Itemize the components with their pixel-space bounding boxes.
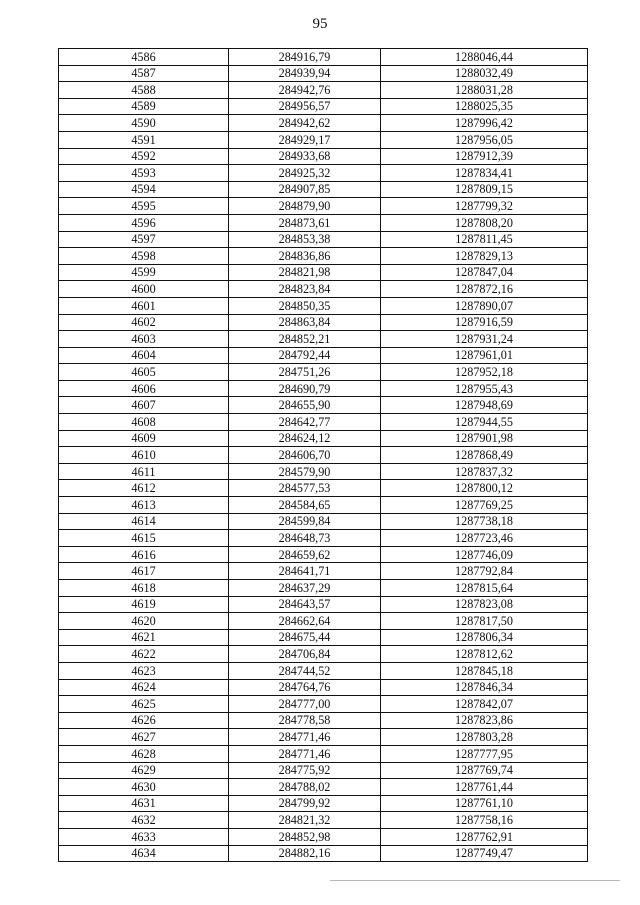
- point-number-cell: 4590: [59, 115, 229, 132]
- y-coordinate-cell: 1287912,39: [381, 148, 588, 165]
- x-coordinate-cell: 284771,46: [229, 729, 381, 746]
- y-coordinate-cell: 1287769,25: [381, 497, 588, 514]
- y-coordinate-cell: 1287872,16: [381, 281, 588, 298]
- point-number-cell: 4594: [59, 181, 229, 198]
- x-coordinate-cell: 284852,21: [229, 331, 381, 348]
- y-coordinate-cell: 1287823,08: [381, 596, 588, 613]
- x-coordinate-cell: 284599,84: [229, 513, 381, 530]
- bottom-rule: [330, 880, 620, 881]
- y-coordinate-cell: 1287806,34: [381, 629, 588, 646]
- x-coordinate-cell: 284655,90: [229, 397, 381, 414]
- x-coordinate-cell: 284933,68: [229, 148, 381, 165]
- y-coordinate-cell: 1287823,86: [381, 712, 588, 729]
- point-number-cell: 4632: [59, 812, 229, 829]
- point-number-cell: 4617: [59, 563, 229, 580]
- table-row: [59, 546, 588, 563]
- y-coordinate-cell: 1287799,32: [381, 198, 588, 215]
- x-coordinate-cell: 284771,46: [229, 745, 381, 762]
- table-row: [59, 248, 588, 265]
- x-coordinate-cell: 284850,35: [229, 297, 381, 314]
- y-coordinate-cell: 1287868,49: [381, 447, 588, 464]
- point-number-cell: 4595: [59, 198, 229, 215]
- point-number-cell: 4587: [59, 65, 229, 82]
- table-row: [59, 231, 588, 248]
- x-coordinate-cell: 284821,32: [229, 812, 381, 829]
- y-coordinate-cell: 1287808,20: [381, 214, 588, 231]
- table-row: [59, 745, 588, 762]
- table-row: [59, 115, 588, 132]
- point-number-cell: 4616: [59, 546, 229, 563]
- table-row: [59, 662, 588, 679]
- y-coordinate-cell: 1287746,09: [381, 546, 588, 563]
- point-number-cell: 4623: [59, 662, 229, 679]
- y-coordinate-cell: 1287829,13: [381, 248, 588, 265]
- y-coordinate-cell: 1287948,69: [381, 397, 588, 414]
- x-coordinate-cell: 284642,77: [229, 414, 381, 431]
- table-row: [59, 364, 588, 381]
- coordinates-table: [58, 48, 588, 862]
- point-number-cell: 4591: [59, 131, 229, 148]
- table-row: [59, 165, 588, 182]
- y-coordinate-cell: 1287777,95: [381, 745, 588, 762]
- table-row: [59, 447, 588, 464]
- table-row: [59, 181, 588, 198]
- point-number-cell: 4592: [59, 148, 229, 165]
- y-coordinate-cell: 1288046,44: [381, 49, 588, 66]
- table-row: [59, 729, 588, 746]
- x-coordinate-cell: 284792,44: [229, 347, 381, 364]
- point-number-cell: 4597: [59, 231, 229, 248]
- table-row: [59, 563, 588, 580]
- point-number-cell: 4634: [59, 845, 229, 862]
- point-number-cell: 4631: [59, 795, 229, 812]
- page-number: 95: [312, 16, 328, 32]
- point-number-cell: 4609: [59, 430, 229, 447]
- y-coordinate-cell: 1287842,07: [381, 696, 588, 713]
- coordinates-table-body: [59, 49, 588, 862]
- y-coordinate-cell: 1287761,10: [381, 795, 588, 812]
- point-number-cell: 4601: [59, 297, 229, 314]
- table-row: [59, 712, 588, 729]
- point-number-cell: 4614: [59, 513, 229, 530]
- table-row: [59, 131, 588, 148]
- point-number-cell: 4627: [59, 729, 229, 746]
- x-coordinate-cell: 284879,90: [229, 198, 381, 215]
- y-coordinate-cell: 1287817,50: [381, 613, 588, 630]
- point-number-cell: 4586: [59, 49, 229, 66]
- x-coordinate-cell: 284852,98: [229, 828, 381, 845]
- y-coordinate-cell: 1288031,28: [381, 82, 588, 99]
- table-row: [59, 845, 588, 862]
- table-row: [59, 795, 588, 812]
- table-row: [59, 314, 588, 331]
- y-coordinate-cell: 1287916,59: [381, 314, 588, 331]
- y-coordinate-cell: 1287761,44: [381, 779, 588, 796]
- table-row: [59, 414, 588, 431]
- x-coordinate-cell: 284662,64: [229, 613, 381, 630]
- x-coordinate-cell: 284929,17: [229, 131, 381, 148]
- y-coordinate-cell: 1287749,47: [381, 845, 588, 862]
- x-coordinate-cell: 284907,85: [229, 181, 381, 198]
- table-row: [59, 828, 588, 845]
- point-number-cell: 4612: [59, 480, 229, 497]
- table-row: [59, 49, 588, 66]
- table-row: [59, 530, 588, 547]
- table-row: [59, 762, 588, 779]
- x-coordinate-cell: 284863,84: [229, 314, 381, 331]
- point-number-cell: 4596: [59, 214, 229, 231]
- point-number-cell: 4626: [59, 712, 229, 729]
- point-number-cell: 4598: [59, 248, 229, 265]
- x-coordinate-cell: 284925,32: [229, 165, 381, 182]
- table-row: [59, 198, 588, 215]
- table-row: [59, 397, 588, 414]
- y-coordinate-cell: 1287769,74: [381, 762, 588, 779]
- x-coordinate-cell: 284624,12: [229, 430, 381, 447]
- table-row: [59, 380, 588, 397]
- y-coordinate-cell: 1287800,12: [381, 480, 588, 497]
- x-coordinate-cell: 284690,79: [229, 380, 381, 397]
- point-number-cell: 4605: [59, 364, 229, 381]
- y-coordinate-cell: 1287834,41: [381, 165, 588, 182]
- y-coordinate-cell: 1287847,04: [381, 264, 588, 281]
- x-coordinate-cell: 284637,29: [229, 580, 381, 597]
- table-row: [59, 148, 588, 165]
- point-number-cell: 4589: [59, 98, 229, 115]
- y-coordinate-cell: 1287846,34: [381, 679, 588, 696]
- y-coordinate-cell: 1287901,98: [381, 430, 588, 447]
- point-number-cell: 4618: [59, 580, 229, 597]
- table-row: [59, 812, 588, 829]
- x-coordinate-cell: 284777,00: [229, 696, 381, 713]
- y-coordinate-cell: 1287956,05: [381, 131, 588, 148]
- table-row: [59, 779, 588, 796]
- x-coordinate-cell: 284942,62: [229, 115, 381, 132]
- point-number-cell: 4619: [59, 596, 229, 613]
- x-coordinate-cell: 284643,57: [229, 596, 381, 613]
- point-number-cell: 4624: [59, 679, 229, 696]
- table-row: [59, 98, 588, 115]
- y-coordinate-cell: 1287890,07: [381, 297, 588, 314]
- y-coordinate-cell: 1287812,62: [381, 646, 588, 663]
- table-row: [59, 646, 588, 663]
- x-coordinate-cell: 284778,58: [229, 712, 381, 729]
- table-row: [59, 679, 588, 696]
- table-row: [59, 331, 588, 348]
- point-number-cell: 4607: [59, 397, 229, 414]
- point-number-cell: 4606: [59, 380, 229, 397]
- y-coordinate-cell: 1287738,18: [381, 513, 588, 530]
- point-number-cell: 4611: [59, 463, 229, 480]
- table-row: [59, 696, 588, 713]
- table-row: [59, 480, 588, 497]
- point-number-cell: 4608: [59, 414, 229, 431]
- y-coordinate-cell: 1287758,16: [381, 812, 588, 829]
- y-coordinate-cell: 1287792,84: [381, 563, 588, 580]
- x-coordinate-cell: 284799,92: [229, 795, 381, 812]
- table-row: [59, 463, 588, 480]
- y-coordinate-cell: 1287952,18: [381, 364, 588, 381]
- y-coordinate-cell: 1287811,45: [381, 231, 588, 248]
- table-row: [59, 264, 588, 281]
- x-coordinate-cell: 284751,26: [229, 364, 381, 381]
- x-coordinate-cell: 284764,76: [229, 679, 381, 696]
- point-number-cell: 4615: [59, 530, 229, 547]
- y-coordinate-cell: 1287809,15: [381, 181, 588, 198]
- table-row: [59, 513, 588, 530]
- x-coordinate-cell: 284788,02: [229, 779, 381, 796]
- y-coordinate-cell: 1288025,35: [381, 98, 588, 115]
- x-coordinate-cell: 284675,44: [229, 629, 381, 646]
- table-row: [59, 430, 588, 447]
- table-row: [59, 347, 588, 364]
- x-coordinate-cell: 284956,57: [229, 98, 381, 115]
- y-coordinate-cell: 1287837,32: [381, 463, 588, 480]
- x-coordinate-cell: 284821,98: [229, 264, 381, 281]
- x-coordinate-cell: 284577,53: [229, 480, 381, 497]
- point-number-cell: 4625: [59, 696, 229, 713]
- x-coordinate-cell: 284706,84: [229, 646, 381, 663]
- y-coordinate-cell: 1287723,46: [381, 530, 588, 547]
- x-coordinate-cell: 284853,38: [229, 231, 381, 248]
- x-coordinate-cell: 284744,52: [229, 662, 381, 679]
- table-row: [59, 82, 588, 99]
- x-coordinate-cell: 284659,62: [229, 546, 381, 563]
- point-number-cell: 4602: [59, 314, 229, 331]
- x-coordinate-cell: 284836,86: [229, 248, 381, 265]
- table-row: [59, 297, 588, 314]
- table-row: [59, 281, 588, 298]
- x-coordinate-cell: 284579,90: [229, 463, 381, 480]
- table-row: [59, 596, 588, 613]
- table-row: [59, 613, 588, 630]
- point-number-cell: 4610: [59, 447, 229, 464]
- point-number-cell: 4603: [59, 331, 229, 348]
- x-coordinate-cell: 284584,65: [229, 497, 381, 514]
- x-coordinate-cell: 284641,71: [229, 563, 381, 580]
- point-number-cell: 4620: [59, 613, 229, 630]
- x-coordinate-cell: 284873,61: [229, 214, 381, 231]
- x-coordinate-cell: 284606,70: [229, 447, 381, 464]
- y-coordinate-cell: 1287762,91: [381, 828, 588, 845]
- point-number-cell: 4588: [59, 82, 229, 99]
- table-row: [59, 65, 588, 82]
- x-coordinate-cell: 284882,16: [229, 845, 381, 862]
- point-number-cell: 4628: [59, 745, 229, 762]
- x-coordinate-cell: 284942,76: [229, 82, 381, 99]
- y-coordinate-cell: 1287996,42: [381, 115, 588, 132]
- y-coordinate-cell: 1288032,49: [381, 65, 588, 82]
- y-coordinate-cell: 1287815,64: [381, 580, 588, 597]
- x-coordinate-cell: 284916,79: [229, 49, 381, 66]
- point-number-cell: 4630: [59, 779, 229, 796]
- point-number-cell: 4613: [59, 497, 229, 514]
- y-coordinate-cell: 1287961,01: [381, 347, 588, 364]
- point-number-cell: 4604: [59, 347, 229, 364]
- y-coordinate-cell: 1287931,24: [381, 331, 588, 348]
- point-number-cell: 4629: [59, 762, 229, 779]
- table-row: [59, 214, 588, 231]
- x-coordinate-cell: 284823,84: [229, 281, 381, 298]
- table-row: [59, 629, 588, 646]
- y-coordinate-cell: 1287955,43: [381, 380, 588, 397]
- point-number-cell: 4622: [59, 646, 229, 663]
- point-number-cell: 4599: [59, 264, 229, 281]
- x-coordinate-cell: 284648,73: [229, 530, 381, 547]
- table-row: [59, 497, 588, 514]
- x-coordinate-cell: 284775,92: [229, 762, 381, 779]
- point-number-cell: 4621: [59, 629, 229, 646]
- y-coordinate-cell: 1287803,28: [381, 729, 588, 746]
- point-number-cell: 4633: [59, 828, 229, 845]
- table-row: [59, 580, 588, 597]
- y-coordinate-cell: 1287845,18: [381, 662, 588, 679]
- y-coordinate-cell: 1287944,55: [381, 414, 588, 431]
- point-number-cell: 4600: [59, 281, 229, 298]
- point-number-cell: 4593: [59, 165, 229, 182]
- x-coordinate-cell: 284939,94: [229, 65, 381, 82]
